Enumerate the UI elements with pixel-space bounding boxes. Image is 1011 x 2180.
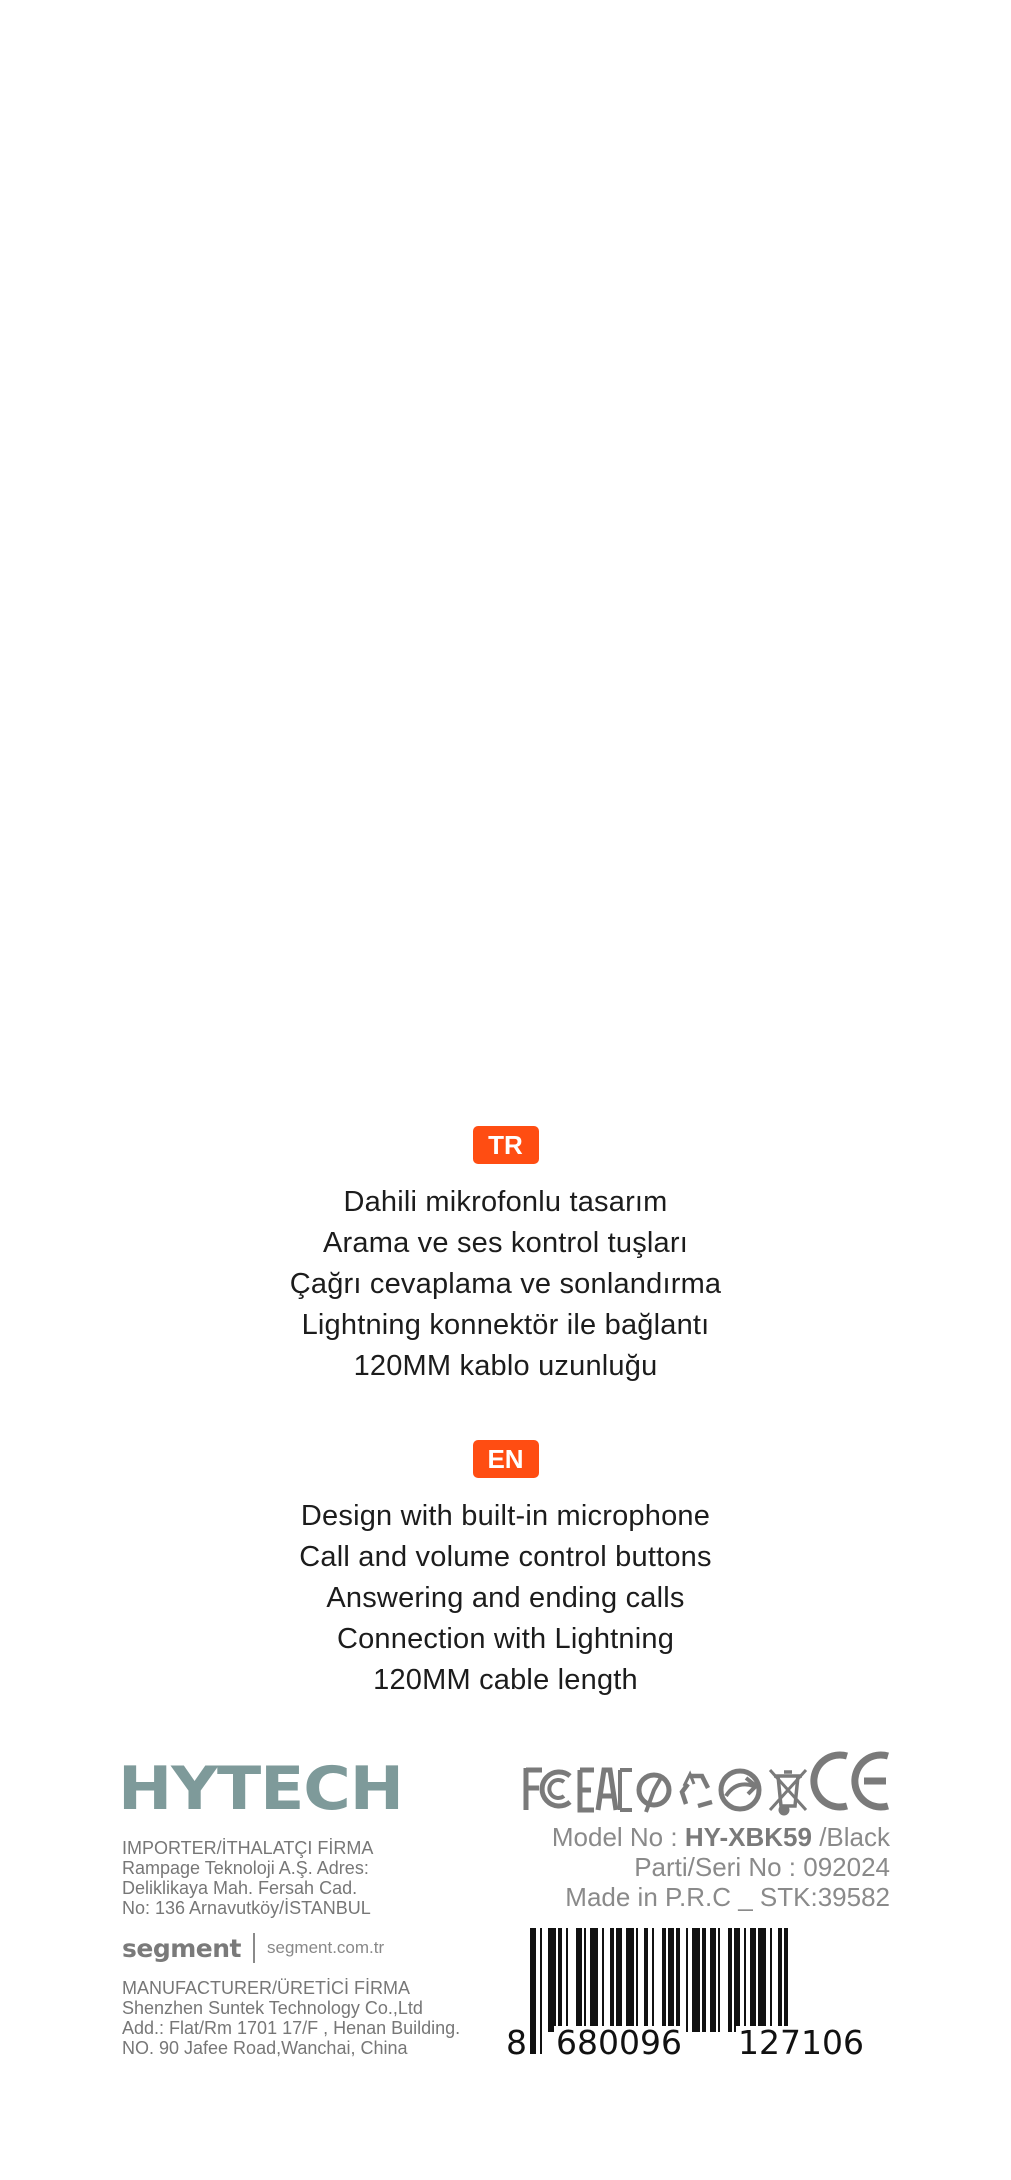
weee-bin-icon: [770, 1770, 806, 1813]
barcode-bar: [610, 1928, 614, 2032]
feature-list-en: [0, 1496, 1011, 1701]
model-color: /Black: [811, 1822, 890, 1852]
language-badge-tr: TR: [473, 1126, 539, 1164]
barcode-bar: [616, 1928, 622, 2032]
importer-heading: IMPORTER/İTHALATÇI FİRMA: [122, 1838, 374, 1858]
model-number-line: [552, 1822, 890, 1852]
barcode-bar: [530, 1928, 536, 2054]
manufacturer-line: NO. 90 Jafee Road,Wanchai, China: [122, 2038, 408, 2058]
feature-item: Çağrı cevaplama ve sonlandırma: [289, 1268, 722, 1300]
importer-info: [122, 1838, 373, 1918]
segment-logo: segment: [122, 1933, 241, 1963]
barcode-bar: [758, 1928, 766, 2032]
barcode-bar: [676, 1928, 680, 2032]
barcode-bar: [750, 1928, 756, 2032]
feature-item: Answering and ending calls: [326, 1582, 685, 1614]
barcode-bar: [590, 1928, 598, 2032]
importer-line: Rampage Teknoloji A.Ş. Adres:: [122, 1858, 369, 1878]
recycle-icon: [639, 1775, 669, 1812]
barcode: [504, 1928, 894, 2062]
divider: [253, 1933, 255, 1963]
eac-icon: [580, 1770, 632, 1810]
importer-line: Deliklikaya Mah. Fersah Cad.: [122, 1878, 358, 1898]
barcode-bar: [626, 1928, 634, 2032]
feature-item: 120MM cable length: [373, 1664, 638, 1696]
barcode-bar: [636, 1928, 638, 2032]
feature-item: Arama ve ses kontrol tuşları: [322, 1227, 688, 1259]
feature-section-en: [0, 1440, 1011, 1701]
fcc-icon: [526, 1768, 570, 1810]
manufacturer-line: Add.: Flat/Rm 1701 17/F , Henan Building.: [122, 2018, 461, 2038]
barcode-right-digits: 127106: [738, 2023, 864, 2062]
barcode-left-digits: 680096: [556, 2023, 682, 2062]
manufacturer-info: [122, 1978, 460, 2058]
model-info: [552, 1822, 890, 1912]
barcode-bar: [602, 1928, 604, 2032]
barcode-bar: [702, 1928, 706, 2032]
origin-stock: Made in P.R.C _ STK:39582: [565, 1882, 890, 1912]
manufacturer-line: Shenzhen Suntek Technology Co.,Ltd: [122, 1998, 423, 2018]
feature-section-tr: [0, 1126, 1011, 1387]
feature-item: Lightning konnektör ile bağlantı: [301, 1309, 710, 1341]
barcode-bar: [728, 1928, 732, 2032]
barcode-bar: [718, 1928, 720, 2032]
model-value: HY-XBK59: [684, 1822, 812, 1852]
importer-line: No: 136 Arnavutköy/İSTANBUL: [122, 1898, 371, 1918]
barcode-bar: [710, 1928, 716, 2032]
manufacturer-heading: MANUFACTURER/ÜRETİCİ FİRMA: [122, 1978, 410, 1998]
barcode-bar: [584, 1928, 586, 2032]
feature-item: Dahili mikrofonlu tasarım: [343, 1186, 668, 1218]
feature-item: Design with built-in microphone: [300, 1500, 711, 1532]
certification-marks: [522, 1746, 892, 1816]
lot-number: Parti/Seri No : 092024: [634, 1852, 890, 1882]
feature-item: 120MM kablo uzunluğu: [353, 1350, 658, 1382]
barcode-bar: [558, 1928, 562, 2032]
barcode-bar: [686, 1928, 688, 2032]
barcode-bar: [576, 1928, 582, 2032]
barcode-first-digit: 8: [506, 2023, 527, 2062]
ce-mark-icon: [814, 1755, 888, 1807]
barcode-bar: [540, 1928, 542, 2054]
model-label: Model No :: [551, 1822, 685, 1852]
barcode-bar: [770, 1928, 772, 2032]
barcode-bar: [734, 1928, 740, 2032]
language-badge-en: EN: [473, 1440, 539, 1478]
brand-logo: HYTECH: [118, 1754, 403, 1824]
barcode-bar: [744, 1928, 746, 2032]
green-dot-icon: [721, 1771, 759, 1809]
recycle-arrows-icon: [682, 1774, 712, 1806]
barcode-bar: [692, 1928, 700, 2032]
barcode-bar: [778, 1928, 782, 2032]
distributor-row: [122, 1932, 384, 1964]
barcode-bar: [566, 1928, 568, 2032]
feature-list-tr: [0, 1182, 1011, 1387]
barcode-bar: [652, 1928, 654, 2032]
segment-url: segment.com.tr: [267, 1938, 385, 1957]
feature-item: Call and volume control buttons: [299, 1541, 712, 1573]
barcode-bar: [644, 1928, 648, 2032]
feature-item: Connection with Lightning: [336, 1623, 675, 1655]
barcode-bar: [548, 1928, 556, 2032]
